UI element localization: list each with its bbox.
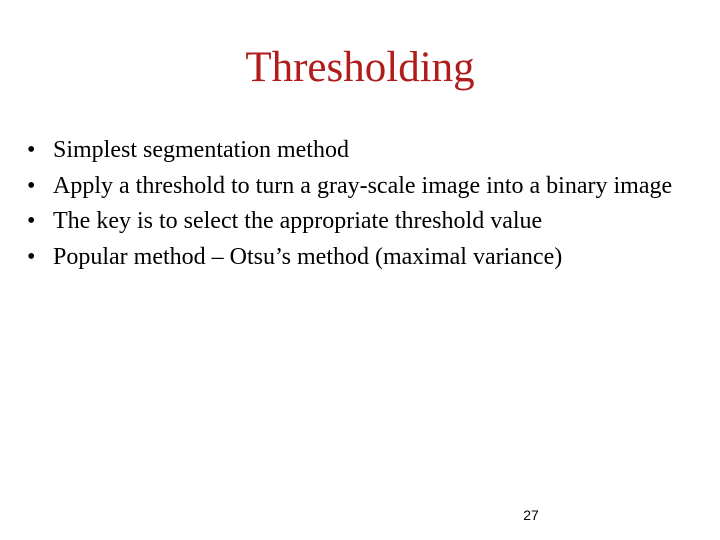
bullet-icon: •	[27, 208, 36, 234]
bullet-text: Popular method – Otsu’s method (maximal variance)	[53, 243, 563, 270]
bullet-text: The key is to select the appropriate threshold value	[53, 208, 543, 234]
bullet-item	[27, 169, 697, 205]
bullet-text: Simplest segmentation method	[53, 137, 349, 163]
bullet-icon: •	[27, 243, 36, 270]
bullet-item	[27, 204, 697, 240]
bullet-item	[27, 240, 697, 276]
bullet-text: Apply a threshold to turn a gray-scale image into a binary image	[53, 172, 673, 199]
bullet-icon: •	[27, 137, 36, 163]
bullet-icon: •	[27, 172, 36, 199]
page-number: 27	[523, 507, 539, 523]
bullet-item	[27, 133, 697, 169]
slide-title: Thresholding	[245, 44, 475, 91]
bullet-list	[27, 133, 697, 275]
